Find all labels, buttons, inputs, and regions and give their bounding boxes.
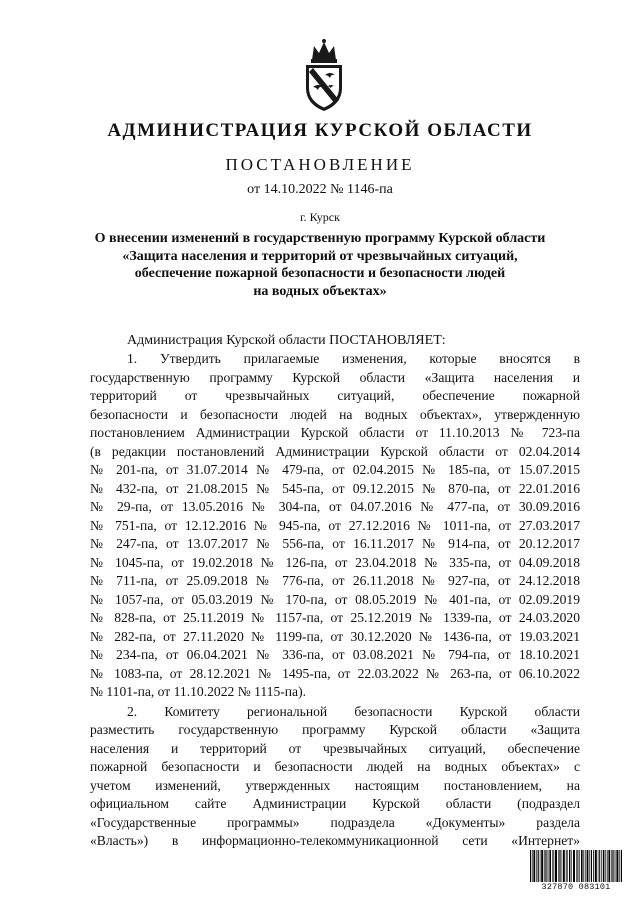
item-1-line: № 751-па, от 12.12.2016 № 945-па, от 27.12.2016 № 1011-па, от 27.03.2017 xyxy=(90,517,580,533)
item-1-line: № 1101-па, от 11.10.2022 № 1115-па). xyxy=(90,684,307,699)
document-subject xyxy=(60,230,580,300)
item-2-line: пожарной безопасности и безопасности людей на водных объектах» с xyxy=(90,759,580,774)
item-1-line: № 201-па, от 31.07.2014 № 479-па, от 02.04.2015 № 185-па, от 15.07.2015 xyxy=(90,462,580,477)
document-date-number: от 14.10.2022 № 1146-па xyxy=(247,182,393,197)
item-1-line: № 432-па, от 21.08.2015 № 545-па, от 09.12.2015 № 870-па, от 22.01.2016 xyxy=(90,480,580,496)
barcode-icon xyxy=(530,850,622,882)
preamble: Администрация Курской области ПОСТАНОВЛЯЕТ: xyxy=(127,333,446,348)
document-body xyxy=(90,350,580,851)
item-1-line: № 711-па, от 25.09.2018 № 776-па, от 26.11.2018 № 927-па, от 24.12.2018 xyxy=(90,573,580,588)
item-1-line: государственную программу Курской области «Защита населения и xyxy=(90,369,580,385)
kursk-coat-of-arms-icon xyxy=(300,38,348,114)
organization-title: АДМИНИСТРАЦИЯ КУРСКОЙ ОБЛАСТИ xyxy=(107,120,533,141)
item-1-line: безопасности и безопасности людей на водных объектах», утвержденную xyxy=(90,406,580,422)
item-1-line: № 234-па, от 06.04.2021 № 336-па, от 03.08.2021 № 794-па, от 18.10.2021 xyxy=(90,647,580,662)
item-1-line: № 1057-па, от 05.03.2019 № 170-па, от 08.05.2019 № 401-па, от 02.09.2019 xyxy=(90,591,580,607)
item-1-line: № 1083-па, от 28.12.2021 № 1495-па, от 22.03.2022 № 263-па, от 06.10.2022 xyxy=(90,665,580,681)
document-type: ПОСТАНОВЛЕНИЕ xyxy=(225,155,415,174)
barcode xyxy=(530,850,622,893)
subject-line: обеспечение пожарной безопасности и безопасности людей xyxy=(134,266,506,281)
subject-line: О внесении изменений в государственную программу Курской области xyxy=(94,231,546,246)
item-1-line: территорий от чрезвычайных ситуаций, обеспечение пожарной xyxy=(90,388,580,403)
item-1-line: № 282-па, от 27.11.2020 № 1199-па, от 30.12.2020 № 1436-па, от 19.03.2021 xyxy=(90,628,580,644)
item-1-line: постановлением Администрации Курской области от 11.10.2013 № 723-па xyxy=(90,425,580,440)
item-1-line: (в редакции постановлений Администрации Курской области от 02.04.2014 xyxy=(90,443,580,459)
item-2-line: официальном сайте Администрации Курской области (подраздел xyxy=(90,796,580,811)
item-1-line: 1. Утвердить прилагаемые изменения, которые вносятся в xyxy=(127,351,580,366)
subject-line: «Защита населения и территорий от чрезвычайных ситуаций, xyxy=(122,248,518,264)
item-2-line: «Власть») в информационно-телекоммуникационной сети «Интернет» xyxy=(90,833,580,848)
item-1-line: № 247-па, от 13.07.2017 № 556-па, от 16.11.2017 № 914-па, от 20.12.2017 xyxy=(90,536,580,551)
barcode-number: 327870 083101 xyxy=(541,882,611,892)
subject-line: на водных объектах» xyxy=(253,283,387,299)
document-city: г. Курск xyxy=(300,210,340,224)
item-1-line: № 828-па, от 25.11.2019 № 1157-па, от 25.12.2019 № 1339-па, от 24.03.2020 xyxy=(90,610,580,625)
item-2-line: «Государственные программы» подраздела «Документы» раздела xyxy=(90,814,580,830)
item-2-line: учетом изменений, утвержденных настоящим постановлением, на xyxy=(90,777,580,793)
item-2-line: разместить государственную программу Курской области «Защита xyxy=(90,722,580,737)
item-1-line: № 29-па, от 13.05.2016 № 304-па, от 04.07.2016 № 477-па, от 30.09.2016 xyxy=(90,499,580,514)
item-2-line: населения и территорий от чрезвычайных ситуаций, обеспечение xyxy=(90,740,580,756)
item-2-line: 2. Комитету региональной безопасности Курской области xyxy=(127,703,580,719)
item-1-line: № 1045-па, от 19.02.2018 № 126-па, от 23.04.2018 № 335-па, от 04.09.2018 xyxy=(90,554,580,570)
